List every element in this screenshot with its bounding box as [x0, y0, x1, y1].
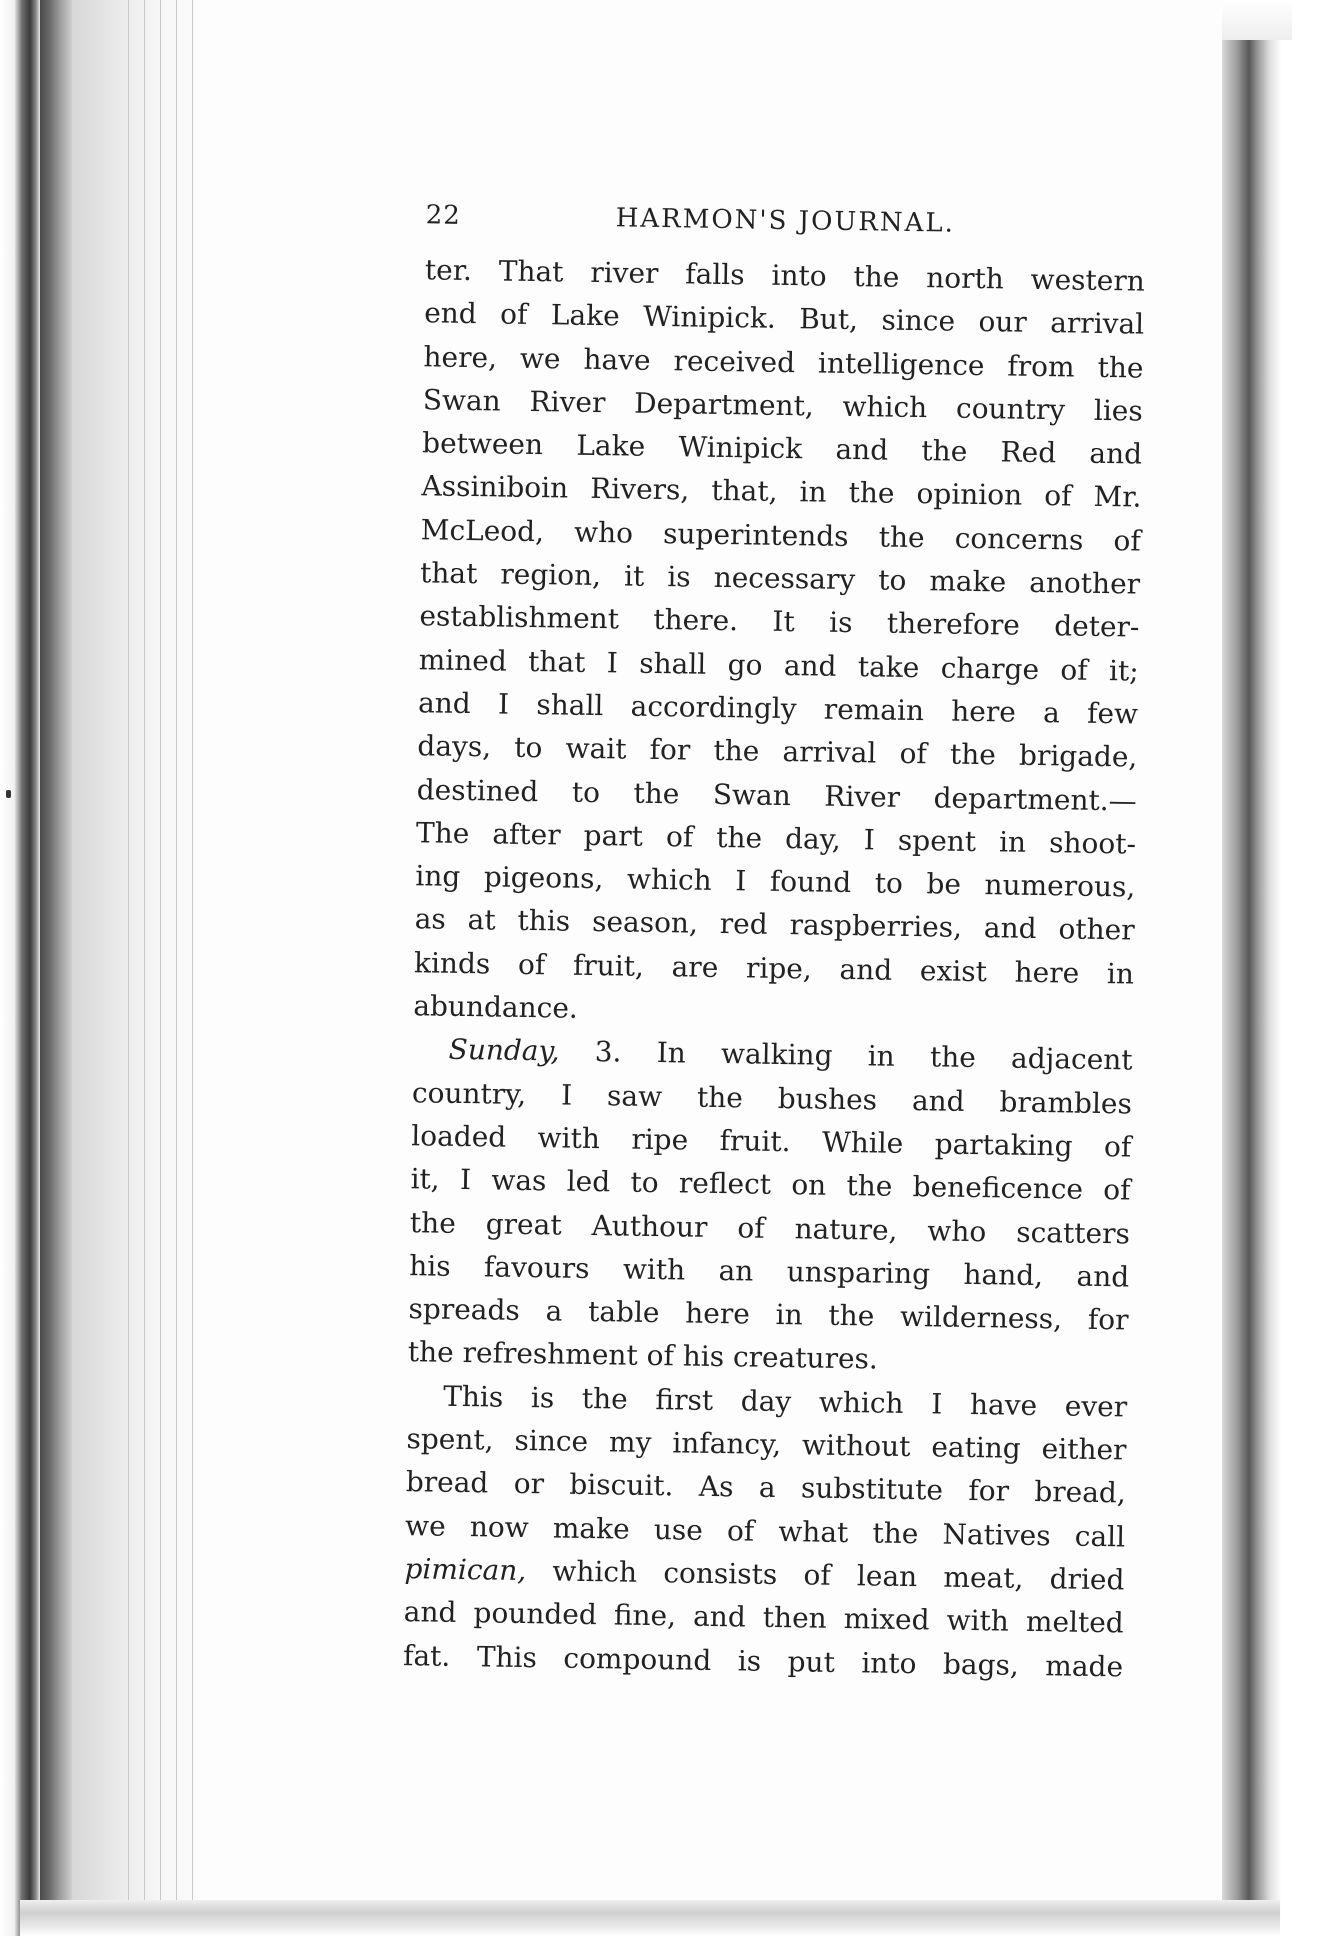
text-line: days, to wait for the arrival of the brigade, — [417, 729, 1138, 774]
text-line: abundance. — [413, 989, 579, 1025]
right-edge-top — [1222, 0, 1292, 40]
text-line: McLeod, who superintends the concerns of — [420, 513, 1141, 558]
text-line: as at this season, red raspberries, and other — [414, 902, 1135, 947]
text-line: This is the first day which I have ever — [442, 1379, 1128, 1424]
text-line: country, I saw the bushes and brambles — [411, 1075, 1133, 1121]
page-text-block — [383, 200, 1146, 1688]
text-line: destined to the Swan River department.— — [416, 772, 1137, 818]
text-fragment: which consists of lean meat, dried — [525, 1553, 1125, 1597]
text-line: kinds of fruit, are ripe, and exist here in — [413, 945, 1135, 991]
paragraph-2 — [388, 1027, 1133, 1385]
italic-day-label: Sunday, — [448, 1033, 560, 1068]
text-line: loaded with ripe fruit. While partaking of — [411, 1119, 1132, 1164]
running-title: HARMON'S JOURNAL. — [615, 203, 956, 239]
right-page-edge — [1222, 40, 1282, 1920]
text-line: Assiniboin Rivers, that, in the opinion of Mr. — [421, 469, 1142, 515]
italic-term: pimican, — [404, 1552, 527, 1587]
text-line: spreads a table here in the wilderness, for — [408, 1292, 1129, 1337]
book-spine — [0, 0, 40, 1936]
text-fragment: 3. In walking in the adjacent — [559, 1034, 1133, 1077]
text-line: ing pigeons, which I found to be numerous, — [415, 859, 1136, 904]
text-line: end of Lake Winipick. But, since our arrival — [423, 296, 1145, 341]
text-line: the great Authour of nature, who scatters — [409, 1205, 1131, 1251]
text-line: the refreshment of his creatures. — [407, 1335, 879, 1376]
text-line: spent, since my infancy, without eating either — [406, 1422, 1127, 1467]
text-line: ter. That river falls into the north western — [424, 253, 1146, 298]
scan-speck — [6, 790, 11, 798]
text-line: Swan River Department, which country lies — [422, 383, 1144, 428]
text-line: that region, it is necessary to make another — [419, 556, 1141, 601]
text-line: his favours with an unsparing hand, and — [409, 1249, 1130, 1294]
page-number: 22 — [425, 200, 462, 231]
text-line: we now make use of what the Natives call — [404, 1508, 1126, 1554]
text-line: fat. This compound is put into bags, made — [402, 1638, 1124, 1683]
text-line: bread or biscuit. As a substitute for bread, — [405, 1465, 1127, 1510]
page-stack-edge — [40, 0, 72, 1936]
bottom-page-edge — [20, 1900, 1280, 1936]
text-line: The after part of the day, I spent in shoot- — [415, 816, 1137, 861]
paragraph-1 — [393, 248, 1145, 1039]
text-line: between Lake Winipick and the Red and — [421, 426, 1143, 471]
text-line: it, I was led to reflect on the beneficence of — [410, 1162, 1131, 1207]
text-line: establishment there. It is therefore deter- — [419, 599, 1140, 644]
page-stack-lines — [120, 0, 200, 1936]
text-line: and pounded fine, and then mixed with melted — [403, 1595, 1124, 1640]
text-line: mined that I shall go and take charge of it; — [418, 642, 1139, 688]
text-line: and I shall accordingly remain here a few — [417, 686, 1139, 731]
paragraph-3 — [383, 1374, 1128, 1689]
text-line: here, we have received intelligence from the — [423, 339, 1144, 385]
